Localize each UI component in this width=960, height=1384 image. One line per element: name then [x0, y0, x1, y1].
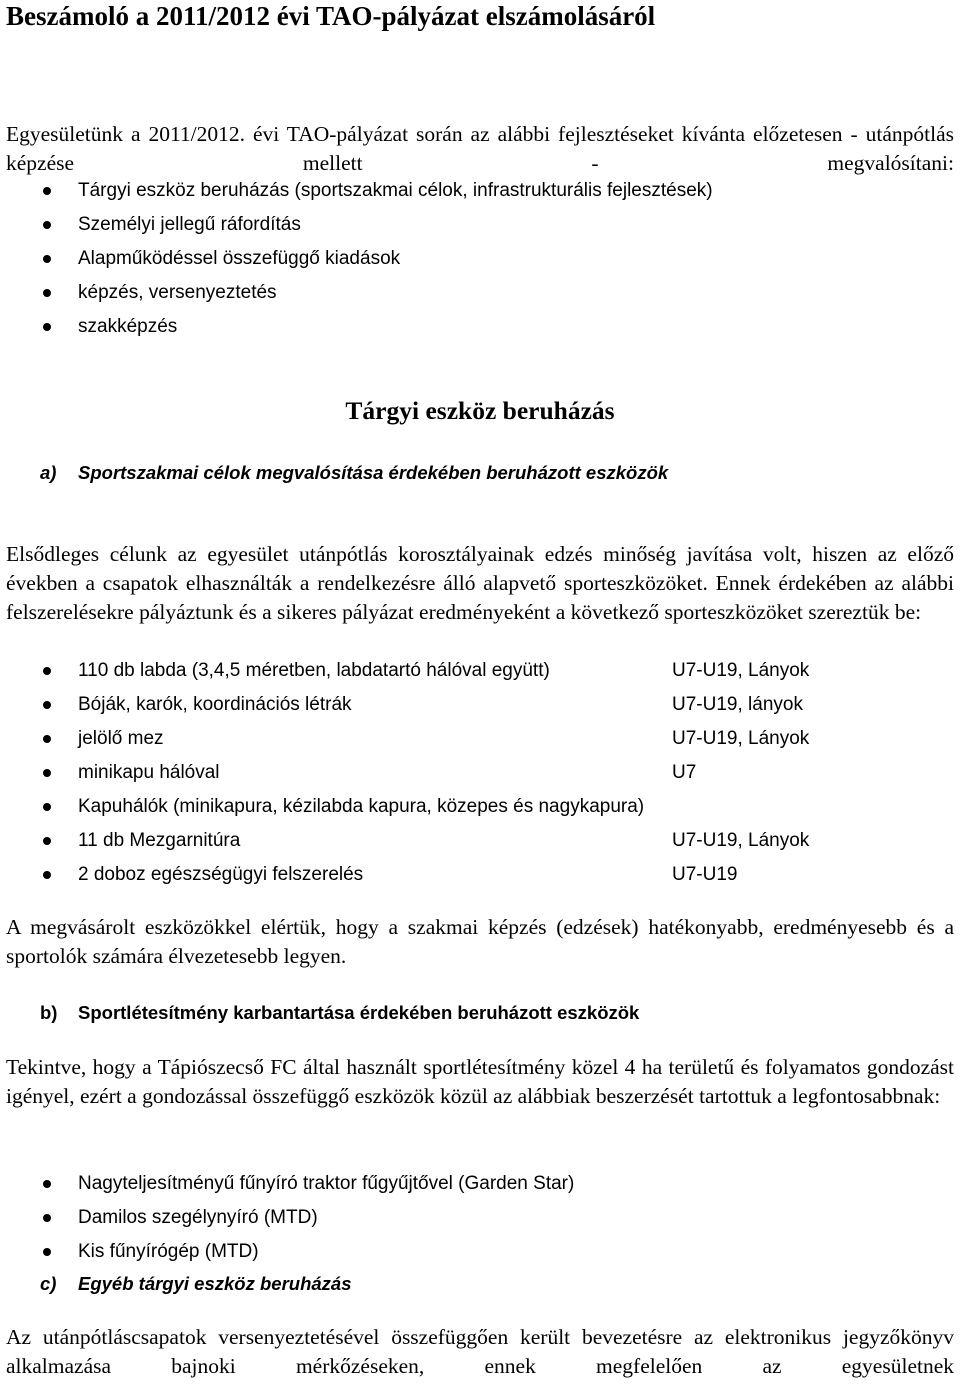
bullet-icon: [43, 187, 51, 195]
equipment-item: Kapuhálók (minikapura, kézilabda kapura, közepes és nagykapura): [0, 790, 644, 824]
subheading-b: [40, 999, 639, 1027]
subheading-marker: a): [40, 462, 57, 483]
list-item: Damilos szegélynyíró (MTD): [0, 1201, 574, 1235]
maintenance-list: [0, 1167, 574, 1269]
equipment-item: Bóják, karók, koordinációs létrák U7-U19, lányok: [0, 688, 644, 722]
subheading-c: [40, 1270, 352, 1298]
equipment-item: 11 db Mezgarnitúra U7-U19, Lányok: [0, 824, 644, 858]
age-group: U7: [672, 762, 697, 783]
equipment-item: 110 db labda (3,4,5 méretben, labdatartó hálóval együtt) U7-U19, Lányok: [0, 654, 644, 688]
bullet-icon: [43, 837, 51, 845]
equipment-item: 2 doboz egészségügyi felszerelés U7-U19: [0, 858, 644, 892]
bullet-icon: [43, 323, 51, 331]
intro-list: [0, 174, 713, 344]
paragraph-a-result: A megvásárolt eszközökkel elértük, hogy a szakmai képzés (edzések) hatékonyabb, eredményesebb és a sportolók számára élvezetesebb legyen.: [6, 915, 954, 968]
age-group: U7-U19, lányok: [672, 694, 803, 715]
bullet-icon: [43, 803, 51, 811]
page-title: Beszámoló a 2011/2012 évi TAO-pályázat elszámolásáról: [6, 1, 656, 31]
bullet-icon: [43, 1214, 51, 1222]
list-item: Nagyteljesítményű fűnyíró traktor fűgyűjtővel (Garden Star): [0, 1167, 574, 1201]
age-group: U7-U19, Lányok: [672, 728, 810, 749]
subheading-marker: b): [40, 1002, 58, 1023]
bullet-icon: [43, 289, 51, 297]
section-title: Tárgyi eszköz beruházás: [345, 396, 615, 425]
intro-paragraph: Egyesületünk a 2011/2012. évi TAO-pályázat során az alábbi fejlesztéseket kívánta előzetesen - utánpótlás képzése mellett - megvalósítani:: [6, 122, 954, 175]
bullet-icon: [43, 701, 51, 709]
list-item: Alapműködéssel összefüggő kiadások: [0, 242, 713, 276]
subheading-text: Egyéb tárgyi eszköz beruházás: [78, 1273, 352, 1294]
list-item: Tárgyi eszköz beruházás (sportszakmai célok, infrastrukturális fejlesztések): [0, 174, 713, 208]
bullet-icon: [43, 769, 51, 777]
list-item: Személyi jellegű ráfordítás: [0, 208, 713, 242]
bullet-icon: [43, 667, 51, 675]
list-item: képzés, versenyeztetés: [0, 276, 713, 310]
subheading-marker: c): [40, 1273, 57, 1294]
bullet-icon: [43, 1248, 51, 1256]
bullet-icon: [43, 1180, 51, 1188]
list-item: szakképzés: [0, 310, 713, 344]
age-group: U7-U19, Lányok: [672, 660, 810, 681]
bullet-icon: [43, 221, 51, 229]
equipment-item: minikapu hálóval U7: [0, 756, 644, 790]
subheading-a: [40, 459, 668, 487]
age-group: U7-U19, Lányok: [672, 830, 810, 851]
list-item: Kis fűnyírógép (MTD): [0, 1235, 574, 1269]
paragraph-c: Az utánpótláscsapatok versenyeztetésével összefüggően került bevezetésre az elektronikus jegyzőkönyv alkalmazása bajnoki mérkőzéseken, ennek megfelelően az egyesületnek: [6, 1325, 954, 1378]
subheading-text: Sportszakmai célok megvalósítása érdekében beruházott eszközök: [78, 462, 669, 483]
age-group: U7-U19: [672, 864, 738, 885]
subheading-text: Sportlétesítmény karbantartása érdekében beruházott eszközök: [78, 1002, 640, 1023]
paragraph-a: Elsődleges célunk az egyesület utánpótlás korosztályainak edzés minőség javítása volt, hiszen az előző években a csapatok elhasználták a rendelkezésre álló alapvető sporteszközöket. Ennek érdekében az alábbi felszerelésekre pályáztunk és a sikeres pályázat eredményeként a következő sporteszközöket szereztük be:: [6, 542, 954, 624]
equipment-item: jelölő mez U7-U19, Lányok: [0, 722, 644, 756]
bullet-icon: [43, 735, 51, 743]
bullet-icon: [43, 871, 51, 879]
paragraph-b: Tekintve, hogy a Tápiószecső FC által használt sportlétesítmény közel 4 ha területű és folyamatos gondozást igényel, ezért a gondozással összefüggő eszközök közül az alábbiak beszerzését tartottuk a legfontosabbnak:: [6, 1055, 954, 1108]
equipment-list: [0, 654, 810, 892]
bullet-icon: [43, 255, 51, 263]
